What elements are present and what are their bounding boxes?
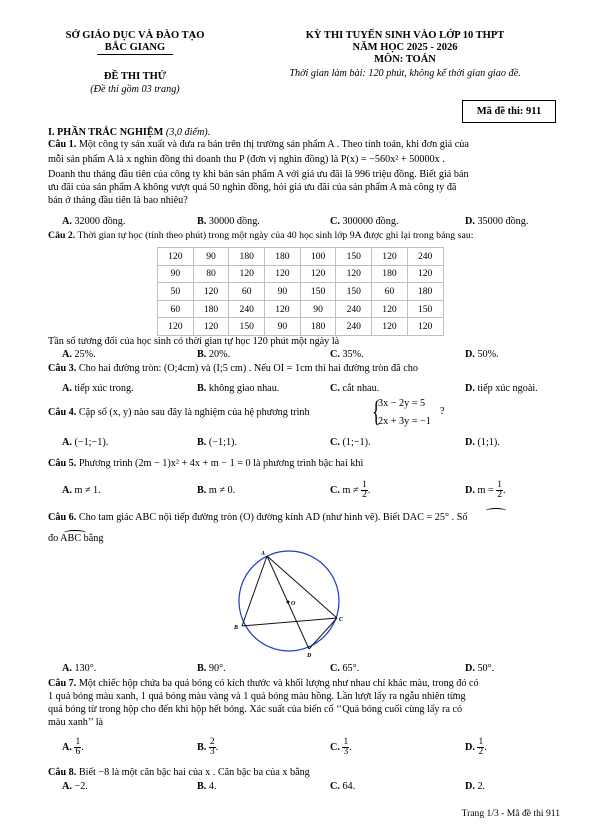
q4-text: Cặp số (x, y) nào sau đây là nghiệm của hệ phương trình: [76, 407, 310, 418]
q8-option-d[interactable]: D. 2.: [465, 781, 486, 792]
q7-a-fraction: $\frac{1}{6}$: [75, 737, 81, 758]
table-cell: 120: [158, 318, 194, 336]
q8-line1: [48, 767, 556, 780]
table-cell: 120: [372, 300, 408, 318]
q7-b-fraction: $\frac{2}{3}$: [209, 737, 215, 758]
table-cell: 120: [372, 318, 408, 336]
table-cell: 150: [407, 300, 443, 318]
q5-c-fraction: $\frac{1}{2}$: [362, 480, 367, 501]
q2-option-a[interactable]: A. 25%.: [62, 349, 96, 360]
q1-line2: mỗi sản phẩm A là x nghìn đồng thì doanh thu P (đơn vị nghìn đồng) là P(x) = −560x² + 50000x .: [48, 154, 445, 165]
point-a-label: A: [261, 551, 266, 557]
school-year: NĂM HỌC 2025 - 2026: [352, 42, 458, 53]
q4-line1: [48, 407, 556, 420]
q1-line1: [48, 139, 556, 152]
table-cell: 180: [407, 283, 443, 301]
q7-option-a[interactable]: A. $\frac{1}{6}$ .: [62, 737, 84, 758]
q4-option-a[interactable]: A. (−1;−1).: [62, 437, 109, 448]
segment-cd: [309, 618, 337, 649]
q6-line2: đo ABC bằng: [48, 533, 104, 544]
table-row: [158, 283, 444, 301]
department-name: SỞ GIÁO DỤC VÀ ĐÀO TẠO: [65, 30, 205, 41]
segment-ab: [242, 556, 267, 626]
q8-text: Biết −8 là một căn bậc hai của x . Căn bậc ba của x bằng: [76, 767, 310, 778]
q1-line5: bán ở tháng đầu tiên là bao nhiêu?: [48, 195, 188, 206]
table-cell: 60: [229, 283, 265, 301]
table-cell: 180: [300, 318, 336, 336]
center-point: [287, 601, 290, 604]
table-row: [158, 318, 444, 336]
table-cell: 120: [300, 265, 336, 283]
q7-c-fraction: $\frac{1}{3}$: [343, 737, 349, 758]
q4-option-d[interactable]: D. (1;1).: [465, 437, 500, 448]
q6-option-c[interactable]: C. 65°.: [330, 663, 360, 674]
q6-label: Câu 6.: [48, 512, 77, 523]
q5-option-c[interactable]: C. m ≠ $\frac{1}{2}$ .: [330, 480, 371, 501]
system-qmark: ?: [440, 406, 445, 417]
table-cell: 150: [300, 283, 336, 301]
table-row: [158, 300, 444, 318]
q2-after: Tần số tương đối của học sinh có thời gian tự học 120 phút một ngày là: [48, 336, 340, 347]
q7-option-b[interactable]: B. $\frac{2}{3}$ .: [197, 737, 219, 758]
q5-option-d[interactable]: D. m = $\frac{1}{2}$ .: [465, 480, 506, 501]
table-cell: 120: [265, 300, 301, 318]
q5-line1: [48, 458, 556, 471]
point-d-label: D: [307, 653, 312, 659]
table-cell: 90: [158, 265, 194, 283]
q1-option-a[interactable]: A. 32000 đồng.: [62, 216, 126, 227]
q2-line1: [48, 230, 556, 243]
q2-option-c[interactable]: C. 35%.: [330, 349, 364, 360]
q7-label: Câu 7.: [48, 678, 77, 689]
table-cell: 180: [193, 300, 229, 318]
table-cell: 120: [193, 283, 229, 301]
system-eq1: 3x − 2y = 5: [378, 398, 426, 409]
q4-option-b[interactable]: B. (−1;1).: [197, 437, 237, 448]
q7-option-d[interactable]: D. $\frac{1}{2}$ .: [465, 737, 487, 758]
table-cell: 150: [229, 318, 265, 336]
table-cell: 60: [158, 300, 194, 318]
q2-text: Thời gian tự học (tính theo phút) trong một ngày của 40 học sinh lớp 9A được ghi lại trong bảng sau:: [75, 230, 474, 241]
study-time-table: [157, 247, 444, 336]
table-cell: 120: [336, 265, 372, 283]
table-cell: 120: [229, 265, 265, 283]
subject: MÔN: TOÁN: [374, 54, 436, 65]
angle-abc-arc: [64, 530, 86, 535]
q2-option-b[interactable]: B. 20%.: [197, 349, 231, 360]
q5-text: Phương trình (2m − 1)x² + 4x + m − 1 = 0 là phương trình bậc hai khi: [76, 458, 364, 469]
table-cell: 90: [265, 318, 301, 336]
q3-option-b[interactable]: B. không giao nhau.: [197, 383, 280, 394]
q6-text1: Cho tam giác ABC nội tiếp đường tròn (O) đường kính AD (như hình vẽ). Biết DAC = 25° . Số: [76, 512, 468, 523]
mock-exam-title: ĐỀ THI THỬ: [103, 71, 167, 82]
segment-bc: [242, 618, 337, 626]
q5-option-b[interactable]: B. m ≠ 0.: [197, 485, 236, 496]
segment-ac: [267, 556, 337, 618]
q1-option-b[interactable]: B. 30000 đồng.: [197, 216, 260, 227]
table-cell: 120: [158, 248, 194, 266]
table-cell: 240: [336, 318, 372, 336]
table-cell: 240: [229, 300, 265, 318]
table-cell: 240: [336, 300, 372, 318]
q8-option-a[interactable]: A. −2.: [62, 781, 88, 792]
system-brace: {: [371, 395, 381, 428]
point-b-label: B: [234, 625, 239, 631]
table-cell: 150: [336, 283, 372, 301]
table-cell: 120: [193, 318, 229, 336]
point-o-label: O: [291, 601, 296, 607]
province-name: BẮC GIANG: [104, 42, 166, 53]
q4-label: Câu 4.: [48, 407, 77, 418]
q6-line1: [48, 512, 556, 525]
page-footer: Trang 1/3 - Mã đề thi 911: [461, 808, 560, 819]
table-cell: 100: [300, 248, 336, 266]
table-cell: 90: [193, 248, 229, 266]
q3-line1: [48, 363, 556, 376]
table-cell: 240: [407, 248, 443, 266]
table-cell: 120: [265, 265, 301, 283]
angle-dac-arc: [486, 508, 506, 513]
table-cell: 180: [265, 248, 301, 266]
q8-option-b[interactable]: B. 4.: [197, 781, 217, 792]
exam-code: Mã đề thi: 911: [476, 106, 542, 117]
q4-option-c[interactable]: C. (1;−1).: [330, 437, 371, 448]
circle-figure: [225, 545, 355, 660]
q3-option-d[interactable]: D. tiếp xúc ngoài.: [465, 383, 538, 394]
section-title: [48, 127, 556, 140]
q7-line3: quả bóng từ trong hộp cho đến khi hộp hết bóng. Xác suất của biến cố ‘‘Quả bóng cuối cùng lấy ra có: [48, 704, 463, 715]
q7-d-fraction: $\frac{1}{2}$: [478, 737, 484, 758]
table-cell: 90: [300, 300, 336, 318]
q8-option-c[interactable]: C. 64.: [330, 781, 356, 792]
q3-option-a[interactable]: A. tiếp xúc trong.: [62, 383, 134, 394]
province-underline: [97, 54, 173, 55]
table-cell: 180: [229, 248, 265, 266]
table-cell: 150: [336, 248, 372, 266]
q7-line2: 1 quả bóng màu xanh, 1 quả bóng màu vàng và 1 quả bóng màu hồng. Lần lượt lấy ra ngẫu nhiên từng: [48, 691, 466, 702]
q1-option-d[interactable]: D. 35000 đồng.: [465, 216, 529, 227]
table-cell: 120: [407, 265, 443, 283]
time-note: Thời gian làm bài: 120 phút, không kể thời gian giao đề.: [289, 68, 521, 79]
exam-code-box: [462, 100, 556, 123]
q6-option-d[interactable]: D. 50°.: [465, 663, 495, 674]
q7-text1: Một chiếc hộp chứa ba quả bóng có kích thước và khối lượng như nhau chỉ khác màu, trong đó có: [76, 678, 479, 689]
q7-line4: màu xanh’’ là: [48, 717, 104, 728]
pages-note: (Đề thi gồm 03 trang): [90, 84, 180, 95]
q3-text: Cho hai đường tròn: (O;4cm) và (I;5 cm) . Nếu OI = 1cm thì hai đường tròn đã cho: [76, 363, 418, 374]
exam-title: KỲ THI TUYỂN SINH VÀO LỚP 10 THPT: [305, 30, 505, 41]
q5-option-a[interactable]: A. m ≠ 1.: [62, 485, 101, 496]
table-row: [158, 248, 444, 266]
q2-label: Câu 2.: [48, 230, 76, 241]
q1-line4: ưu đãi của sản phẩm A không vượt quá 50 nghìn đồng, hỏi giá ưu đãi của sản phẩm A mà công ty đã: [48, 182, 457, 193]
table-cell: 80: [193, 265, 229, 283]
q6-option-b[interactable]: B. 90°.: [197, 663, 226, 674]
table-cell: 120: [407, 318, 443, 336]
table-cell: 90: [265, 283, 301, 301]
q1-label: Câu 1.: [48, 139, 77, 150]
point-c-label: C: [339, 617, 344, 623]
table-cell: 180: [372, 265, 408, 283]
table-cell: 60: [372, 283, 408, 301]
q7-option-c[interactable]: C. $\frac{1}{3}$ .: [330, 737, 352, 758]
q5-d-fraction: $\frac{1}{2}$: [497, 480, 502, 501]
q3-label: Câu 3.: [48, 363, 77, 374]
q7-line1: [48, 678, 556, 691]
section-score: (3,0 điểm).: [165, 127, 211, 138]
q6-option-a[interactable]: A. 130°.: [62, 663, 97, 674]
section-name: I. PHẦN TRẮC NGHIỆM: [48, 127, 164, 138]
q1-line3: Doanh thu tháng đầu tiên của công ty khi bán sản phẩm A với giá ưu đãi là 996 triệu đồng. Biết giá bán: [48, 169, 469, 180]
table-row: [158, 265, 444, 283]
q8-label: Câu 8.: [48, 767, 77, 778]
system-eq2: 2x + 3y = −1: [378, 416, 431, 427]
table-cell: 50: [158, 283, 194, 301]
q2-option-d[interactable]: D. 50%.: [465, 349, 499, 360]
q1-option-c[interactable]: C. 300000 đồng.: [330, 216, 399, 227]
q5-label: Câu 5.: [48, 458, 77, 469]
table-cell: 120: [372, 248, 408, 266]
q1-text1: Một công ty sản xuất và đưa ra bán trên thị trường sản phẩm A . Theo tính toán, khi đơn giá của: [76, 139, 469, 150]
q3-option-c[interactable]: C. cắt nhau.: [330, 383, 380, 394]
